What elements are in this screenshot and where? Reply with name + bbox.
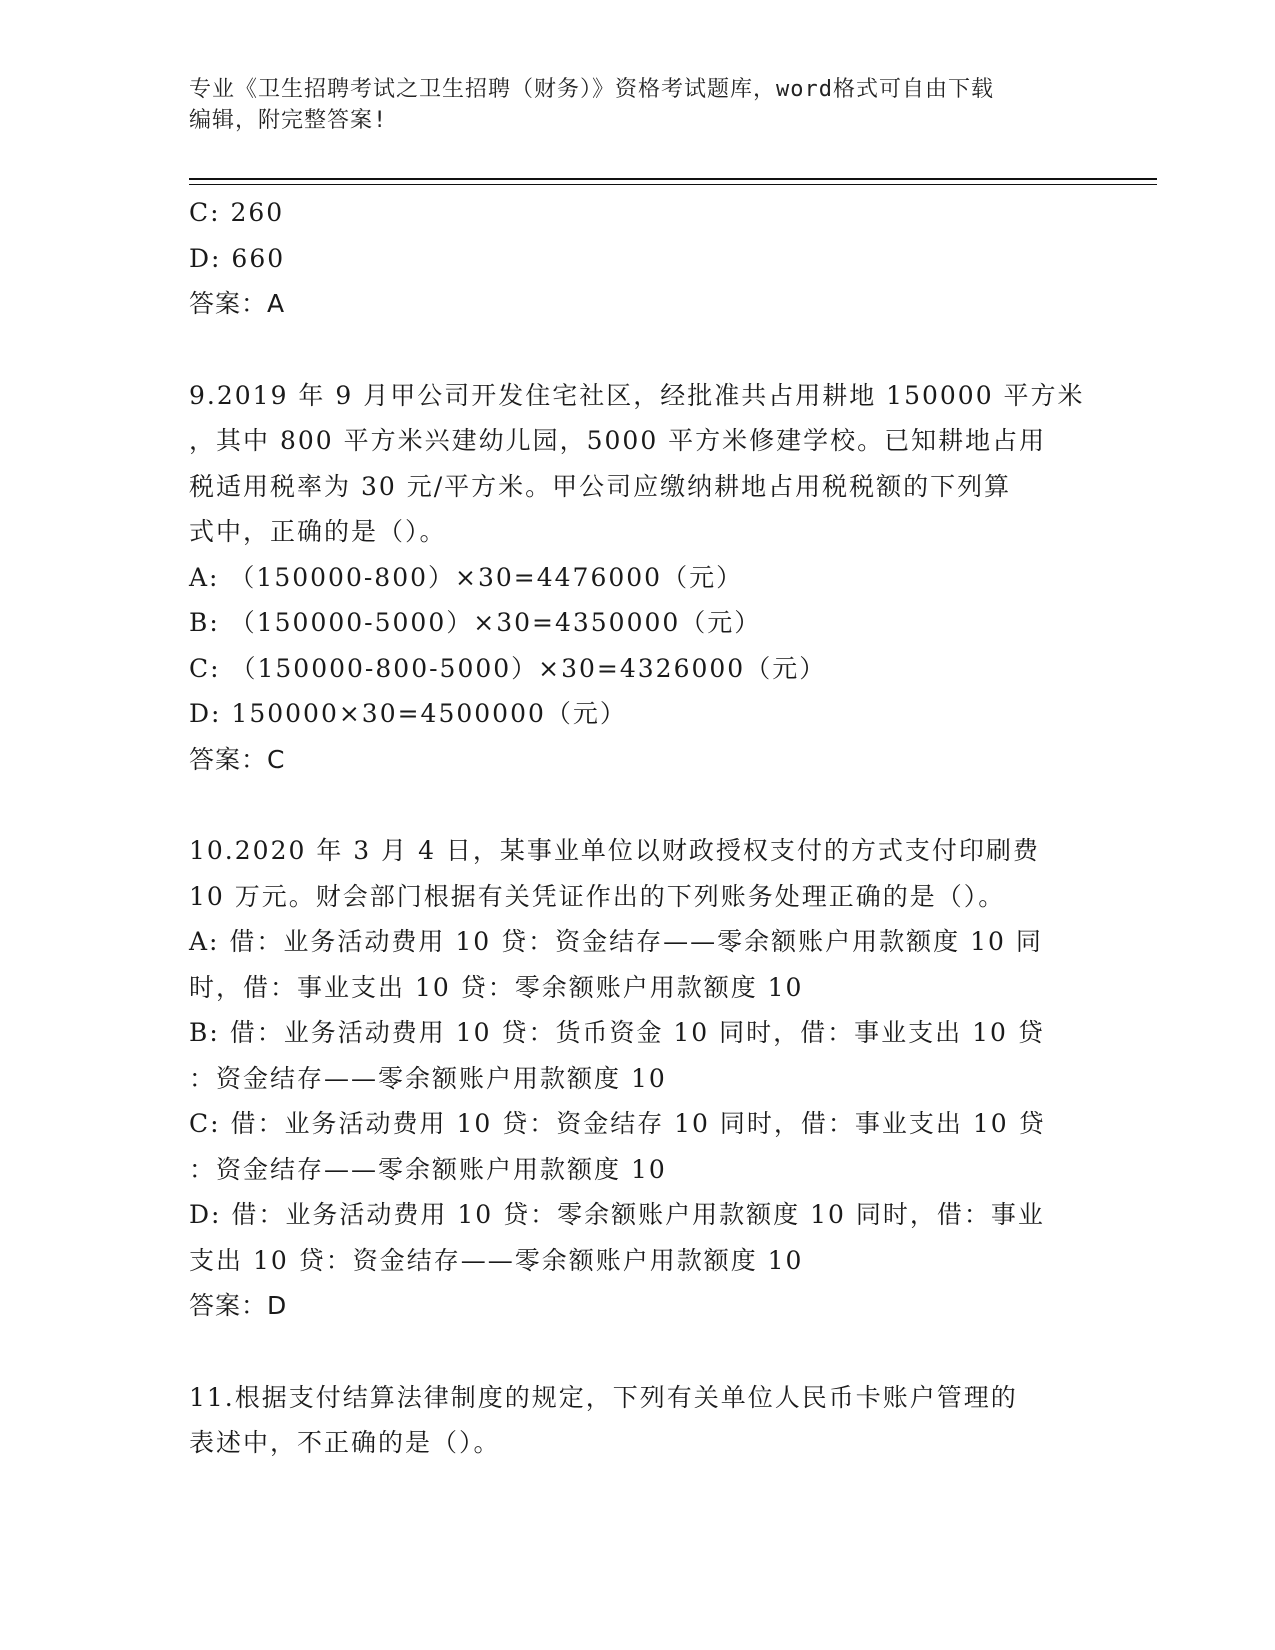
question-stem-line: 9.2019 年 9 月甲公司开发住宅社区，经批准共占用耕地 150000 平方米 xyxy=(189,380,1085,410)
option-b: B: （150000-5000）×30=4350000（元） xyxy=(189,608,762,637)
question-stem-line: 10 万元。财会部门根据有关凭证作出的下列账务处理正确的是（）。 xyxy=(189,881,1006,911)
header-line-2: 编辑，附完整答案! xyxy=(189,108,388,133)
question-stem-line: 11.根据支付结算法律制度的规定，下列有关单位人民币卡账户管理的 xyxy=(189,1382,1018,1412)
question-stem-line: 税适用税率为 30 元/平方米。甲公司应缴纳耕地占用税税额的下列算 xyxy=(189,471,1012,501)
option-c: C: （150000-800-5000）×30=4326000（元） xyxy=(189,653,827,683)
answer: 答案：A xyxy=(189,289,286,318)
question-stem-line: 10.2020 年 3 月 4 日，某事业单位以财政授权支付的方式支付印刷费 xyxy=(189,836,1040,865)
spacer xyxy=(189,327,1089,373)
spacer xyxy=(189,1329,1089,1375)
option-b-line: B: 借：业务活动费用 10 贷：货币资金 10 同时，借：事业支出 10 贷 xyxy=(189,1018,1045,1047)
question-8-tail xyxy=(189,190,1089,327)
answer: 答案：C xyxy=(189,744,286,774)
question-10 xyxy=(189,828,1089,1329)
question-stem-line: 式中，正确的是（）。 xyxy=(189,517,447,546)
answer: 答案：D xyxy=(189,1291,288,1320)
option-b-line: ：资金结存——零余额账户用款额度 10 xyxy=(189,1063,667,1093)
question-stem-line: ，其中 800 平方米兴建幼儿园，5000 平方米修建学校。已知耕地占用 xyxy=(189,426,1047,455)
question-9 xyxy=(189,373,1089,783)
option-a-line: A: 借：业务活动费用 10 贷：资金结存——零余额账户用款额度 10 同 xyxy=(189,927,1043,956)
option-d-line: 支出 10 贷：资金结存——零余额账户用款额度 10 xyxy=(189,1245,804,1275)
spacer xyxy=(189,782,1089,828)
document-body xyxy=(189,190,1089,1466)
option-c-line: C: 借：业务活动费用 10 贷：资金结存 10 同时，借：事业支出 10 贷 xyxy=(189,1109,1046,1138)
header-divider-thin xyxy=(189,184,1157,185)
option-c-line: ：资金结存——零余额账户用款额度 10 xyxy=(189,1154,667,1184)
option-d-line: D: 借：业务活动费用 10 贷：零余额账户用款额度 10 同时，借：事业 xyxy=(189,1200,1045,1229)
option-d: D: 150000×30=4500000（元） xyxy=(189,699,627,728)
option-d: D: 660 xyxy=(189,243,286,273)
question-stem-line: 表述中，不正确的是（）。 xyxy=(189,1428,501,1457)
header-line-1: 专业《卫生招聘考试之卫生招聘（财务）》资格考试题库，word格式可自由下载 xyxy=(189,77,994,102)
option-a-line: 时，借：事业支出 10 贷：零余额账户用款额度 10 xyxy=(189,972,804,1002)
option-c: C: 260 xyxy=(189,198,285,227)
question-11 xyxy=(189,1375,1089,1466)
option-a: A: （150000-800）×30=4476000（元） xyxy=(189,562,744,592)
header-divider-thick xyxy=(189,178,1157,180)
document-header xyxy=(189,74,1089,136)
